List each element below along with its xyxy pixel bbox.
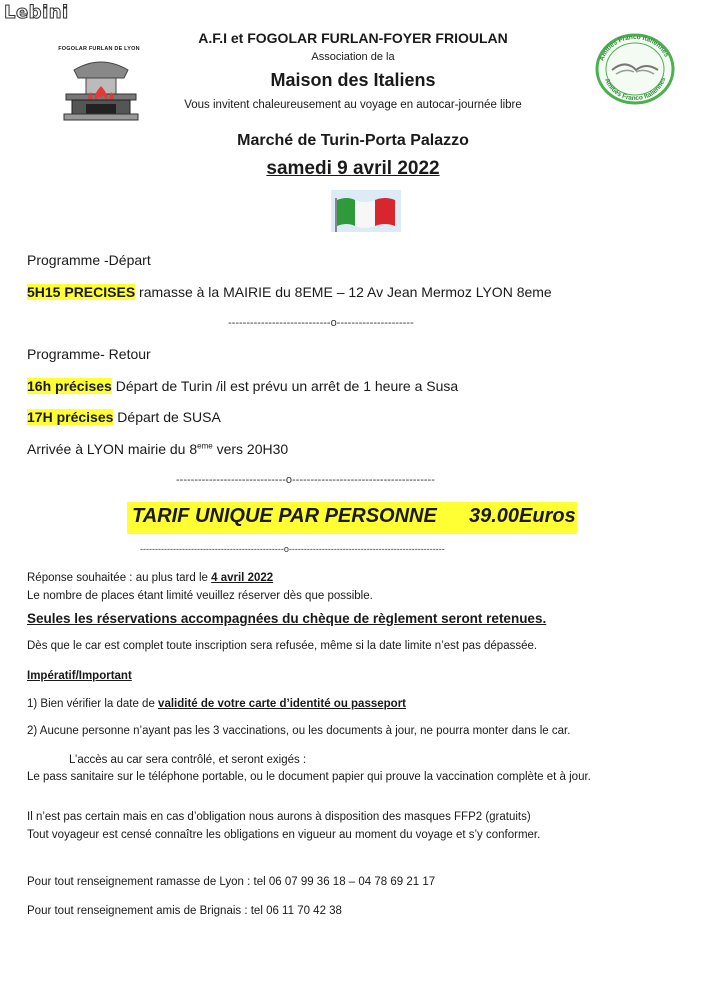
retour-time-1: 16h précises (27, 378, 112, 394)
separator-3: ------------------------------------------------o---------------------------------------------------- (140, 544, 445, 554)
depart-heading: Programme -Départ (27, 252, 151, 268)
event-title: Marché de Turin-Porta Palazzo (237, 132, 469, 149)
retour-line-1 (27, 378, 458, 394)
header-invitation: Vous invitent chaleureusement au voyage en autocar-journée libre (184, 99, 522, 111)
depart-text: ramasse à la MAIRIE du 8EME – 12 Av Jean Mermoz LYON 8eme (135, 284, 552, 300)
contact-brignais: Pour tout renseignement amis de Brignais : tel 06 11 70 42 38 (27, 905, 342, 917)
fogolar-logo-label: FOGOLAR FURLAN DE LYON (58, 46, 140, 52)
retour-text-2: Départ de SUSA (113, 409, 221, 425)
retour-time-2: 17H précises (27, 409, 114, 425)
header-organizers: A.F.I et FOGOLAR FURLAN-FOYER FRIOULAN (198, 30, 508, 46)
separator-2: ------------------------------o--------------------------------------- (176, 474, 435, 486)
italian-flag-icon (331, 190, 401, 232)
complet-line: Dès que le car est complet toute inscription sera refusée, même si la date limite n’est pas dépassée. (27, 640, 538, 652)
reponse-date: 4 avril 2022 (211, 572, 274, 584)
retour-line-2 (27, 409, 221, 425)
seal-text-bottom: Amitiés Franco Italiennes (603, 76, 668, 103)
tarif-label: TARIF UNIQUE PAR PERSONNE (132, 505, 437, 527)
voyageur-line: Tout voyageur est censé connaître les obligations en vigueur au moment du voyage et s’y conformer. (27, 829, 541, 841)
retour-text-1: Départ de Turin /il est prévu un arrêt de 1 heure a Susa (111, 378, 459, 394)
depart-time: 5H15 PRECISES (27, 284, 136, 300)
masques-line: Il n’est pas certain mais en cas d’obligation nous aurons à disposition des masques FFP2 (gratuits) (27, 811, 531, 823)
seules-line: Seules les réservations accompagnées du chèque de règlement seront retenues. (27, 611, 547, 626)
depart-line (27, 284, 552, 300)
header-maison: Maison des Italiens (270, 70, 436, 90)
arrivee-line: Arrivée à LYON mairie du 8eme vers 20H30 (27, 441, 289, 457)
pass-line: Le pass sanitaire sur le téléphone portable, ou le document papier qui prouve la vaccination complète et à jour. (27, 771, 591, 783)
point-2: 2) Aucune personne n’ayant pas les 3 vaccinations, ou les documents à jour, ne pourra monter dans le car. (27, 725, 571, 737)
imperatif-heading: Impératif/Important (27, 670, 132, 682)
seal-text-top: Amitiés Franco Italiennes (598, 33, 670, 62)
places-line: Le nombre de places étant limité veuillez réserver dès que possible. (27, 590, 373, 602)
point-1-emphasis: validité de votre carte d’identité ou passeport (158, 698, 406, 710)
event-date: samedi 9 avril 2022 (266, 158, 440, 179)
watermark-logo: Lebini (4, 2, 69, 23)
point-1: 1) Bien vérifier la date de validité de votre carte d’identité ou passeport (27, 698, 406, 710)
tarif-price: 39.00Euros (469, 505, 576, 527)
retour-heading: Programme- Retour (27, 346, 151, 362)
reponse-line: Réponse souhaitée : au plus tard le 4 avril 2022 (27, 572, 274, 584)
header-association: Association de la (311, 51, 395, 63)
separator-1: ----------------------------o--------------------- (228, 317, 414, 329)
contact-lyon: Pour tout renseignement ramasse de Lyon : tel 06 07 99 36 18 – 04 78 69 21 17 (27, 876, 436, 888)
acces-line: L’accès au car sera contrôlé, et seront exigés : (69, 754, 307, 766)
